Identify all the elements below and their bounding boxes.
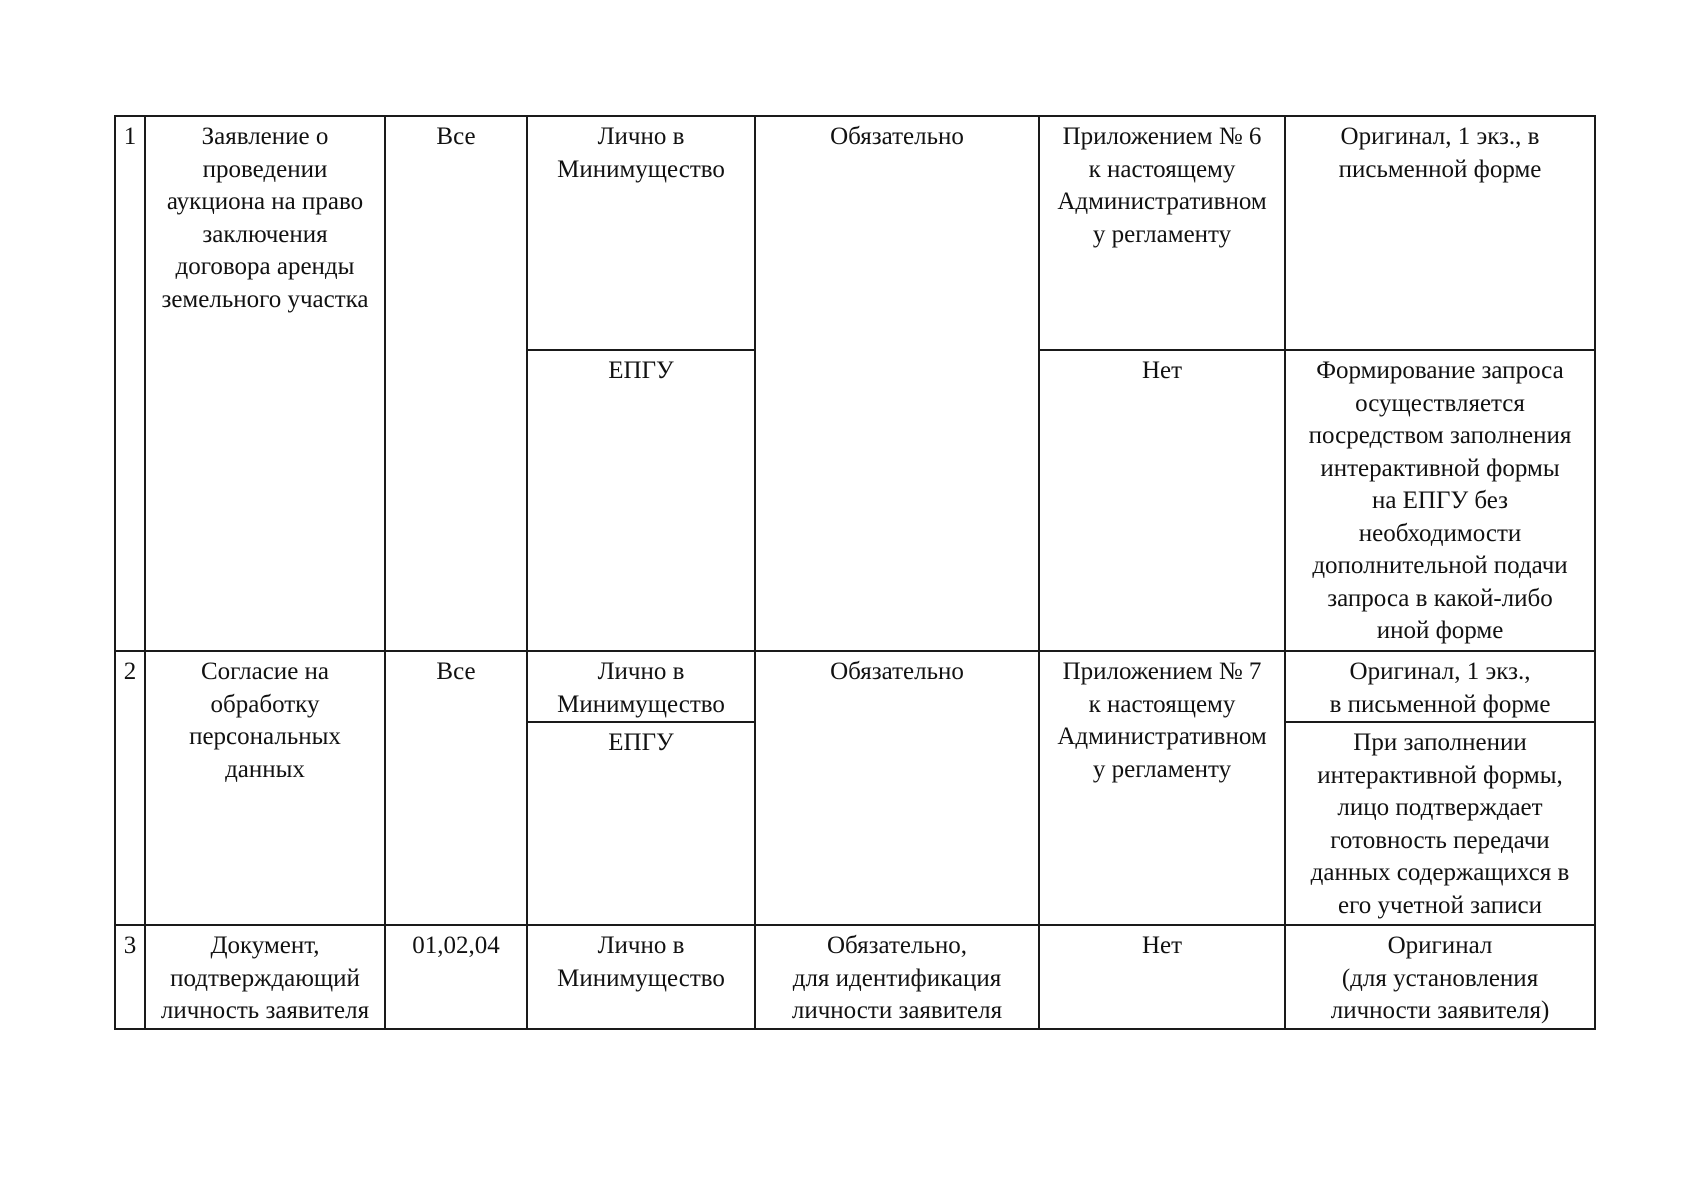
submission-method: ЕПГУ — [527, 722, 755, 925]
document-name: Согласие на обработку персональных данных — [145, 651, 385, 925]
submission-method: Лично в Минимущество — [527, 116, 755, 350]
documents-table — [114, 115, 1596, 1030]
applicant-category: 01,02,04 — [385, 925, 527, 1029]
template-reference: Приложением № 6 к настоящему Административном у регламенту — [1039, 116, 1285, 350]
table-row — [115, 925, 1595, 1029]
requirement-status: Обязательно — [755, 116, 1039, 651]
submission-method: Лично в Минимущество — [527, 651, 755, 722]
requirement-status: Обязательно, для идентификация личности заявителя — [755, 925, 1039, 1029]
document-form: Оригинал (для установления личности заявителя) — [1285, 925, 1595, 1029]
row-number: 2 — [115, 651, 145, 925]
table-row — [115, 651, 1595, 722]
document-form: Формирование запроса осуществляется посредством заполнения интерактивной формы на ЕПГУ без необходимости дополнительной подачи запроса в какой-либо иной форме — [1285, 350, 1595, 651]
requirement-status: Обязательно — [755, 651, 1039, 925]
row-number: 1 — [115, 116, 145, 651]
document-name: Документ, подтверждающий личность заявителя — [145, 925, 385, 1029]
document-form: При заполнении интерактивной формы, лицо подтверждает готовность передачи данных содержащихся в его учетной записи — [1285, 722, 1595, 925]
submission-method: Лично в Минимущество — [527, 925, 755, 1029]
document-form: Оригинал, 1 экз., в письменной форме — [1285, 651, 1595, 722]
applicant-category: Все — [385, 116, 527, 651]
row-number: 3 — [115, 925, 145, 1029]
template-reference: Нет — [1039, 350, 1285, 651]
document-form: Оригинал, 1 экз., в письменной форме — [1285, 116, 1595, 350]
template-reference: Нет — [1039, 925, 1285, 1029]
document-name: Заявление о проведении аукциона на право заключения договора аренды земельного участка — [145, 116, 385, 651]
submission-method: ЕПГУ — [527, 350, 755, 651]
table-row — [115, 116, 1595, 350]
template-reference: Приложением № 7 к настоящему Административном у регламенту — [1039, 651, 1285, 925]
applicant-category: Все — [385, 651, 527, 925]
